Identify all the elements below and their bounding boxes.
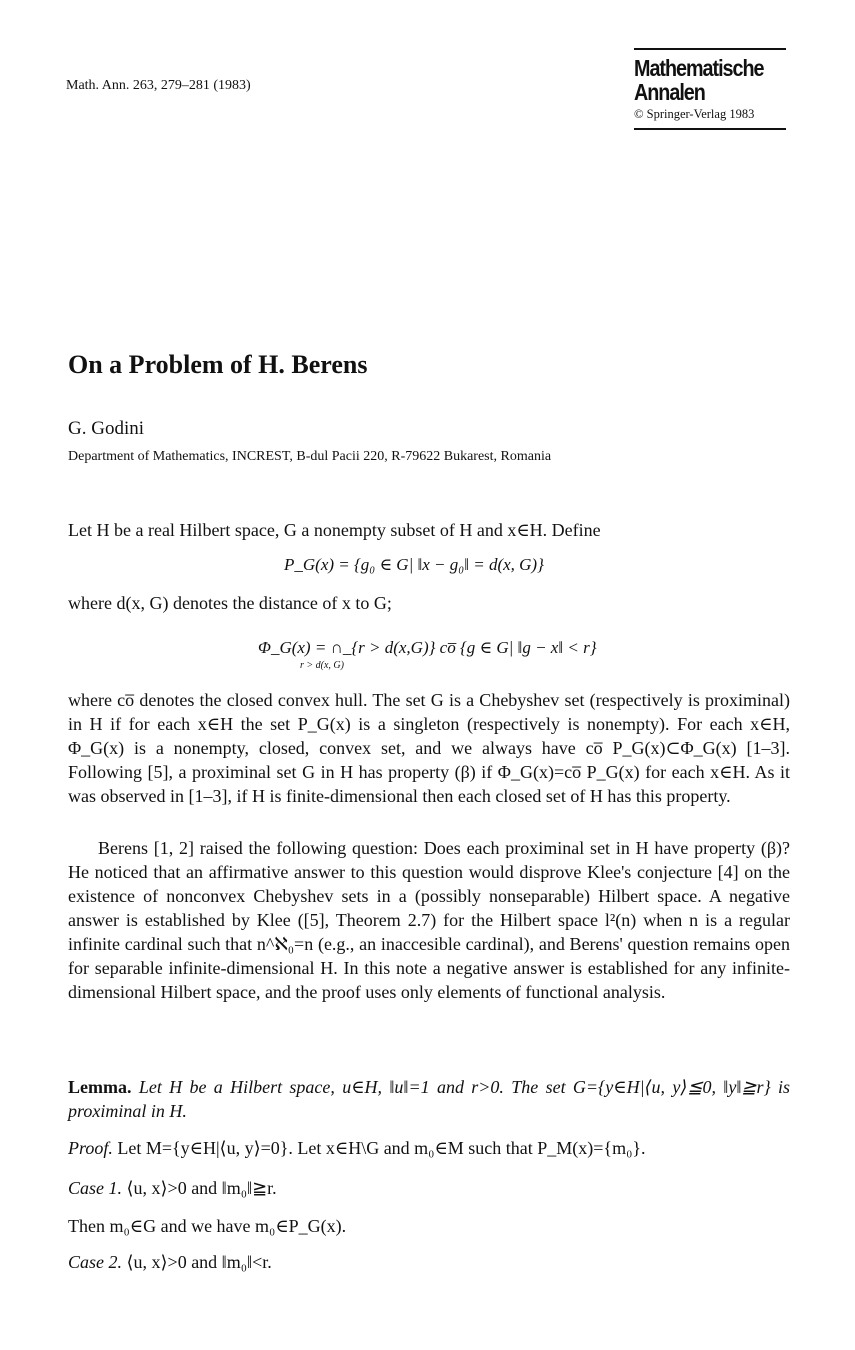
pg-definition: P_G(x) = {g₀ ∈ G| ‖x − g₀‖ = d(x, G)} [284,555,544,574]
proof-text: Let M={y∈H|⟨u, y⟩=0}. Let x∈H\G and m₀∈M such that P_M(x)={m₀}. [117,1138,646,1158]
berens-text: Berens [1, 2] raised the following question: Does each proximinal set in H have property (β)? He noticed that an affirmative answer to this question would disprove Klee's conjecture [4] on the existence of nonconvex Chebyshev sets in a (possibly nonseparable) Hilbert space. A negative answer is established by Klee ([5], Theorem 2.7) for the Hilbert space l²(n) when n is a regular infinite cardinal such that n^ℵ₀=n (e.g., an inaccesible cardinal), and Berens' question remains open for separable infinite-dimensional H. In this note a negative answer is established for any infinite-dimensional Hilbert space, and the proof uses only elements of functional analysis. [68,838,790,1002]
author-name: G. Godini [68,418,144,439]
copyright-notice: © Springer-Verlag 1983 [634,107,755,121]
journal-name-line1: Mathematische [634,55,764,81]
paper-title: On a Problem of H. Berens [68,350,368,379]
case-1 [68,1176,790,1200]
case-1-conclusion: Then m₀∈G and we have m₀∈P_G(x). [68,1216,347,1236]
distance-line: where d(x, G) denotes the distance of x to G; [68,593,392,613]
definitions-paragraph [68,688,790,808]
definitions-text: where co̅ denotes the closed convex hull. The set G is a Chebyshev set (respectively is proximinal) in H if for each x∈H the set P_G(x) is a singleton (respectively is nonempty). For each x∈H, Φ_G(x) is a nonempty, closed, convex set, and we always have co̅ P_G(x)⊂Φ_G(x) [1–3]. Following [5], a proximinal set G in H has property (β) if Φ_G(x)=co̅ P_G(x) for each x∈H. As it was observed in [1–3], if H is finite-dimensional then each closed set of H has this property. [68,690,790,806]
journal-citation: Math. Ann. 263, 279–281 (1983) [66,78,251,93]
proof-label: Proof. [68,1138,113,1158]
case-2-condition: ⟨u, x⟩>0 and ‖m₀‖<r. [126,1252,272,1272]
case-2-label: Case 2. [68,1252,122,1272]
intro-line: Let H be a real Hilbert space, G a nonempty subset of H and x∈H. Define [68,520,601,540]
author-affiliation: Department of Mathematics, INCREST, B-dul Pacii 220, R-79622 Bukarest, Romania [68,449,552,464]
lemma-statement: Let H be a Hilbert space, u∈H, ‖u‖=1 and r>0. The set G={y∈H|⟨u, y⟩≦0, ‖y‖≧r} is proximinal in H. [68,1077,790,1121]
journal-logo [634,48,786,130]
case-2 [68,1250,790,1274]
journal-name-line2: Annalen [634,79,705,105]
lemma-label: Lemma. [68,1077,132,1097]
phi-definition: Φ_G(x) = ∩_{r > d(x,G)} co̅ {g ∈ G| ‖g − x‖ < r} [258,638,597,657]
case-1-label: Case 1. [68,1178,122,1198]
case-1-condition: ⟨u, x⟩>0 and ‖m₀‖≧r. [126,1178,277,1198]
proof-start [68,1136,790,1160]
intersection-subscript: r > d(x, G) [300,660,344,671]
lemma [68,1075,790,1123]
berens-paragraph [68,836,790,1004]
